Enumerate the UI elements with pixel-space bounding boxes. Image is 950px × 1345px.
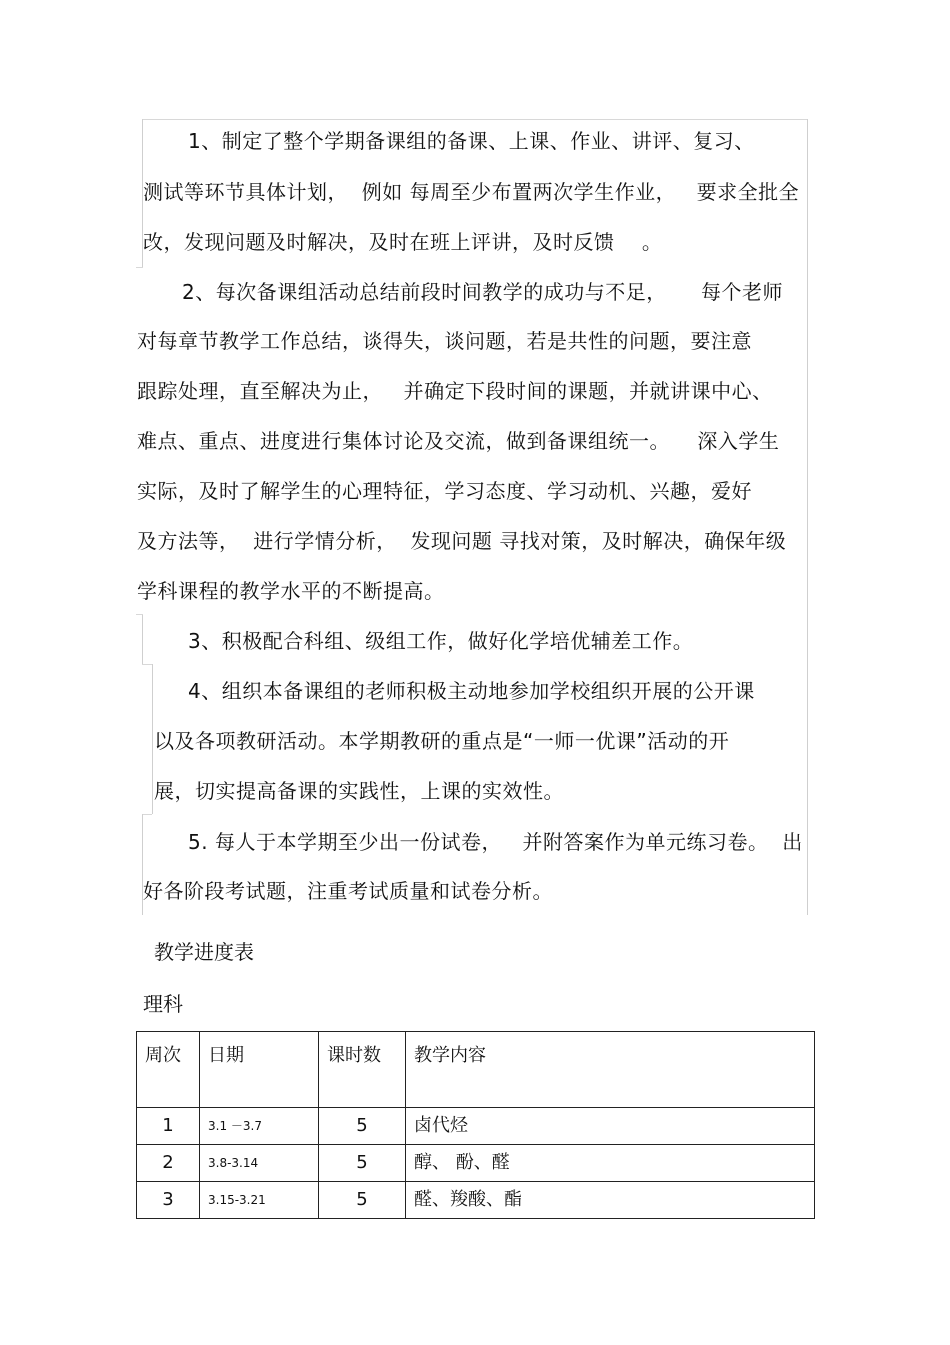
paragraph-line: 4、组织本备课组的老师积极主动地参加学校组织开展的公开课 — [188, 679, 755, 703]
cell-week: 1 — [137, 1108, 200, 1145]
paragraph-line: 以及各项教研活动。本学期教研的重点是“一师一优课”活动的开 — [154, 729, 730, 753]
header-content: 教学内容 — [406, 1032, 815, 1108]
paragraph-line: 2、每次备课组活动总结前段时间教学的成功与不足， 每个老师 — [182, 280, 784, 304]
paragraph-line: 测试等环节具体计划， 例如 每周至少布置两次学生作业， 要求全批全 — [143, 180, 800, 204]
cell-content: 卤代烃 — [406, 1108, 815, 1145]
frame-tick-3 — [142, 664, 152, 665]
paragraph-line: 学科课程的教学水平的不断提高。 — [137, 579, 445, 603]
cell-week: 2 — [137, 1145, 200, 1182]
cell-hours: 5 — [319, 1108, 406, 1145]
paragraph-line: 展，切实提高备课的实践性，上课的实效性。 — [154, 779, 564, 803]
paragraph-line: 1、制定了整个学期备课组的备课、上课、作业、讲评、复习、 — [188, 129, 755, 153]
cell-hours: 5 — [319, 1182, 406, 1219]
schedule-subtitle: 理科 — [143, 992, 183, 1016]
header-week: 周次 — [137, 1032, 200, 1108]
paragraph-line: 难点、重点、进度进行集体讨论及交流，做到备课组统一。 深入学生 — [137, 429, 780, 453]
frame-right-line — [807, 119, 808, 915]
paragraph-line: 跟踪处理，直至解决为止， 并确定下段时间的课题，并就讲课中心、 — [137, 379, 773, 403]
paragraph-line: 好各阶段考试题，注重考试质量和试卷分析。 — [143, 879, 553, 903]
paragraph-line: 对每章节教学工作总结，谈得失，谈问题，若是共性的问题，要注意 — [137, 329, 752, 353]
paragraph-line: 5. 每人于本学期至少出一份试卷， 并附答案作为单元练习卷。 出 — [188, 830, 803, 854]
frame-left-line-2 — [142, 614, 143, 664]
cell-date: 3.15-3.21 — [200, 1182, 319, 1219]
cell-date: 3.1 －3.7 — [200, 1108, 319, 1145]
header-date: 日期 — [200, 1032, 319, 1108]
paragraph-line: 实际，及时了解学生的心理特征，学习态度、学习动机、兴趣，爱好 — [137, 479, 752, 503]
table-row — [137, 1108, 815, 1145]
frame-tick-4 — [142, 814, 152, 815]
schedule-title: 教学进度表 — [154, 940, 254, 964]
frame-top-line — [142, 119, 808, 120]
cell-content: 醇、 酚、醛 — [406, 1145, 815, 1182]
schedule-table — [136, 1031, 815, 1219]
table-row — [137, 1145, 815, 1182]
cell-week: 3 — [137, 1182, 200, 1219]
paragraph-line: 改，发现问题及时解决，及时在班上评讲，及时反馈 。 — [143, 230, 663, 254]
paragraph-line: 及方法等， 进行学情分析， 发现问题 寻找对策，及时解决，确保年级 — [137, 529, 787, 553]
paragraph-line: 3、积极配合科组、级组工作，做好化学培优辅差工作。 — [188, 629, 694, 653]
frame-tick-1 — [136, 267, 143, 268]
table-row — [137, 1182, 815, 1219]
cell-hours: 5 — [319, 1145, 406, 1182]
header-hours: 课时数 — [319, 1032, 406, 1108]
frame-left-line-3 — [152, 664, 153, 814]
cell-content: 醛、羧酸、酯 — [406, 1182, 815, 1219]
cell-date: 3.8-3.14 — [200, 1145, 319, 1182]
table-header-row — [137, 1032, 815, 1108]
frame-tick-2 — [136, 614, 143, 615]
